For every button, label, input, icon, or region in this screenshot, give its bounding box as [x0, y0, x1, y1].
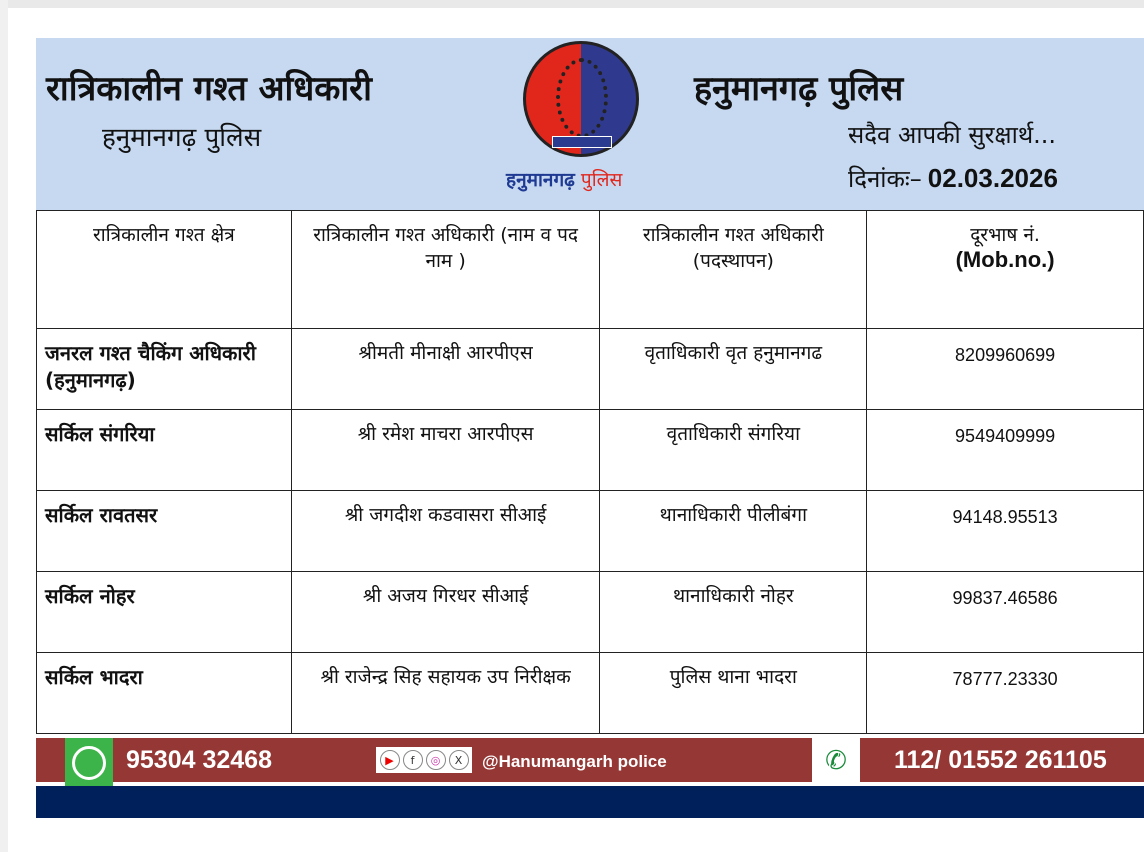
- x-icon: X: [449, 750, 469, 770]
- youtube-icon: ▶: [380, 750, 400, 770]
- social-icons: [376, 747, 472, 773]
- patrol-table: [36, 210, 1144, 734]
- cell-phone: 9549409999: [867, 410, 1144, 491]
- cell-phone: 99837.46586: [867, 572, 1144, 653]
- phone-icon: ✆: [812, 738, 860, 784]
- table-row: [37, 572, 1144, 653]
- cell-area: जनरल गश्त चैकिंग अधिकारी (हनुमानगढ़): [37, 329, 292, 410]
- cell-officer: श्री जगदीश कडवासरा सीआई: [291, 491, 600, 572]
- col-header-posting: रात्रिकालीन गश्त अधिकारी (पदस्थापन): [600, 211, 867, 329]
- logo-caption-2: पुलिस: [580, 169, 623, 191]
- date-value: 02.03.2026: [927, 163, 1058, 193]
- cell-posting: वृताधिकारी वृत हनुमानगढ: [600, 329, 867, 410]
- whatsapp-icon: [65, 738, 113, 788]
- col-header-area: रात्रिकालीन गश्त क्षेत्र: [37, 211, 292, 329]
- left-strip: [0, 0, 8, 852]
- logo-ribbon: [552, 136, 612, 148]
- table-row: [37, 491, 1144, 572]
- col-header-officer: रात्रिकालीन गश्त अधिकारी (नाम व पद नाम ): [291, 211, 600, 329]
- title-left: रात्रिकालीन गश्त अधिकारी: [46, 69, 372, 109]
- police-logo: [523, 41, 639, 157]
- title-right: हनुमानगढ़ पुलिस: [694, 69, 904, 109]
- logo-caption: [506, 166, 622, 192]
- table-header-row: [37, 211, 1144, 329]
- col-header-phone: [867, 211, 1144, 329]
- cell-area: सर्किल संगरिया: [37, 410, 292, 491]
- subtitle-left: हनुमानगढ़ पुलिस: [102, 123, 262, 153]
- cell-area: सर्किल भादरा: [37, 653, 292, 734]
- footer-navy-band: [36, 786, 1144, 818]
- date-line: [848, 162, 1058, 195]
- table-row: [37, 410, 1144, 491]
- helpline-number: 112/ 01552 261105: [894, 746, 1107, 774]
- top-strip: [0, 0, 1144, 8]
- logo-caption-1: हनुमानगढ़: [506, 169, 575, 191]
- date-label: दिनांकः–: [848, 165, 922, 193]
- phone-header-hindi: दूरभाष नं.: [970, 224, 1040, 246]
- cell-area: सर्किल नोहर: [37, 572, 292, 653]
- tagline: सदैव आपकी सुरक्षार्थ...: [848, 121, 1057, 149]
- cell-officer: श्रीमती मीनाक्षी आरपीएस: [291, 329, 600, 410]
- social-handle: @Hanumangarh police: [482, 752, 667, 771]
- phone-header-mob: (Mob.no.): [955, 247, 1055, 272]
- cell-phone: 78777.23330: [867, 653, 1144, 734]
- cell-officer: श्री राजेन्द्र सिह सहायक उप निरीक्षक: [291, 653, 600, 734]
- cell-phone: 8209960699: [867, 329, 1144, 410]
- cell-officer: श्री रमेश माचरा आरपीएस: [291, 410, 600, 491]
- instagram-icon: ◎: [426, 750, 446, 770]
- table-row: [37, 329, 1144, 410]
- table-row: [37, 653, 1144, 734]
- header-banner: [36, 38, 1144, 210]
- cell-phone: 94148.95513: [867, 491, 1144, 572]
- footer-bar: [36, 738, 1144, 782]
- cell-area: सर्किल रावतसर: [37, 491, 292, 572]
- cell-posting: पुलिस थाना भादरा: [600, 653, 867, 734]
- facebook-icon: f: [403, 750, 423, 770]
- cell-posting: थानाधिकारी पीलीबंगा: [600, 491, 867, 572]
- whatsapp-number: 95304 32468: [126, 746, 272, 774]
- cell-posting: थानाधिकारी नोहर: [600, 572, 867, 653]
- cell-officer: श्री अजय गिरधर सीआई: [291, 572, 600, 653]
- cell-posting: वृताधिकारी संगरिया: [600, 410, 867, 491]
- emblem-icon: [556, 58, 608, 138]
